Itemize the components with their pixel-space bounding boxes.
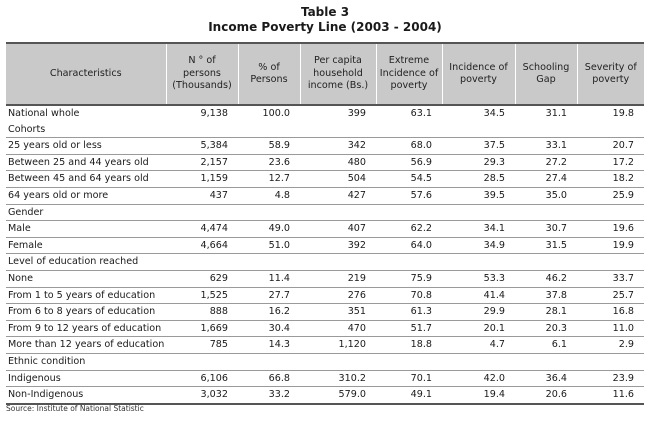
section-label: Gender xyxy=(6,204,166,221)
table-row xyxy=(6,387,644,404)
cell-value xyxy=(376,254,442,271)
cell-value: 64.0 xyxy=(376,237,442,254)
cell-value: 100.0 xyxy=(262,108,290,119)
cell-value: 437 xyxy=(166,187,238,204)
cell-value: 51.0 xyxy=(238,237,300,254)
cell-value: 785 xyxy=(166,337,238,354)
cell-value: 27.7 xyxy=(238,287,300,304)
cell-value: 39.5 xyxy=(442,187,515,204)
section-label: Ethnic condition xyxy=(6,353,166,370)
cell-value: 427 xyxy=(300,187,376,204)
cell-value: 31.5 xyxy=(515,237,577,254)
table-row xyxy=(6,154,644,171)
table-row xyxy=(6,304,644,321)
cell-value: 30.7 xyxy=(515,221,577,238)
cell-value: 20.7 xyxy=(577,138,644,155)
row-label: More than 12 years of education xyxy=(6,337,166,354)
section-label: Cohorts xyxy=(6,122,166,138)
table-row xyxy=(6,221,644,238)
table-row xyxy=(6,171,644,188)
row-label: Male xyxy=(6,221,166,238)
cell-value: 342 xyxy=(300,138,376,155)
cell-value: 31.1 xyxy=(545,108,567,119)
cell-value: 23.9 xyxy=(577,370,644,387)
row-label: 25 years old or less xyxy=(6,138,166,155)
section-heading-row xyxy=(6,122,644,138)
row-label: Indigenous xyxy=(6,370,166,387)
cell-value: 19.6 xyxy=(577,221,644,238)
cell-value: 20.6 xyxy=(515,387,577,404)
cell-value: 2,157 xyxy=(166,154,238,171)
cell-value: 53.3 xyxy=(442,270,515,287)
row-label: Between 45 and 64 years old xyxy=(6,171,166,188)
cell-value: 58.9 xyxy=(238,138,300,155)
cell-value xyxy=(238,204,300,221)
row-label: From 6 to 8 years of education xyxy=(6,304,166,321)
cell-value: 66.8 xyxy=(238,370,300,387)
table-row xyxy=(6,270,644,287)
table-title: Table 3 xyxy=(300,5,350,19)
section-heading-row xyxy=(6,204,644,221)
column-header: Schooling Gap xyxy=(515,43,577,105)
cell-value: 61.3 xyxy=(376,304,442,321)
row-label: National whole xyxy=(8,108,80,119)
cell-value xyxy=(376,353,442,370)
cell-value: 28.5 xyxy=(442,171,515,188)
cell-value xyxy=(166,254,238,271)
cell-value: 20.3 xyxy=(515,320,577,337)
cell-value xyxy=(515,204,577,221)
cell-value: 6.1 xyxy=(515,337,577,354)
cell-value: 392 xyxy=(300,237,376,254)
cell-value: 19.9 xyxy=(577,237,644,254)
cell-value: 579.0 xyxy=(300,387,376,404)
cell-value xyxy=(166,122,238,138)
table-body xyxy=(6,105,644,404)
cell-value: 63.1 xyxy=(410,108,432,119)
cell-value: 28.1 xyxy=(515,304,577,321)
cell-value: 4.7 xyxy=(442,337,515,354)
table-row xyxy=(6,105,644,122)
section-heading-row xyxy=(6,254,644,271)
section-label: Level of education reached xyxy=(6,254,166,271)
cell-value: 629 xyxy=(166,270,238,287)
cell-value: 34.1 xyxy=(442,221,515,238)
cell-value: 9,138 xyxy=(200,108,228,119)
cell-value xyxy=(515,254,577,271)
cell-value xyxy=(577,122,644,138)
cell-value xyxy=(442,254,515,271)
cell-value: 33.1 xyxy=(515,138,577,155)
cell-value: 11.6 xyxy=(577,387,644,404)
cell-value: 29.9 xyxy=(442,304,515,321)
cell-value: 75.9 xyxy=(376,270,442,287)
cell-value: 23.6 xyxy=(238,154,300,171)
cell-value: 33.2 xyxy=(238,387,300,404)
cell-value: 16.2 xyxy=(238,304,300,321)
cell-value: 34.9 xyxy=(442,237,515,254)
cell-value xyxy=(376,204,442,221)
cell-value xyxy=(238,353,300,370)
table-row xyxy=(6,138,644,155)
row-label: From 1 to 5 years of education xyxy=(6,287,166,304)
table-row xyxy=(6,287,644,304)
table-header-row xyxy=(6,43,644,105)
cell-value xyxy=(442,122,515,138)
cell-value: 11.0 xyxy=(577,320,644,337)
row-label: Non-Indigenous xyxy=(6,387,166,404)
column-header: Per capita household income (Bs.) xyxy=(300,43,376,105)
cell-value: 34.5 xyxy=(483,108,505,119)
table-row xyxy=(6,370,644,387)
cell-value: 51.7 xyxy=(376,320,442,337)
cell-value: 14.3 xyxy=(238,337,300,354)
cell-value: 42.0 xyxy=(442,370,515,387)
cell-value: 25.9 xyxy=(577,187,644,204)
cell-value: 504 xyxy=(300,171,376,188)
cell-value xyxy=(376,122,442,138)
cell-value xyxy=(300,353,376,370)
source-note: Source: Institute of National Statistic xyxy=(6,404,144,413)
cell-value xyxy=(300,204,376,221)
cell-value: 37.8 xyxy=(515,287,577,304)
cell-value xyxy=(577,353,644,370)
cell-value xyxy=(577,204,644,221)
column-header: Severity of poverty xyxy=(577,43,644,105)
row-label: Female xyxy=(6,237,166,254)
cell-value xyxy=(515,122,577,138)
cell-value: 36.4 xyxy=(515,370,577,387)
cell-value: 4,474 xyxy=(166,221,238,238)
cell-value: 41.4 xyxy=(442,287,515,304)
cell-value: 46.2 xyxy=(515,270,577,287)
section-heading-row xyxy=(6,353,644,370)
cell-value: 30.4 xyxy=(238,320,300,337)
cell-value: 18.8 xyxy=(376,337,442,354)
cell-value: 6,106 xyxy=(166,370,238,387)
cell-value: 1,120 xyxy=(300,337,376,354)
cell-value: 33.7 xyxy=(577,270,644,287)
cell-value: 12.7 xyxy=(238,171,300,188)
cell-value: 2.9 xyxy=(577,337,644,354)
cell-value: 480 xyxy=(300,154,376,171)
cell-value: 399 xyxy=(347,108,366,119)
cell-value: 62.2 xyxy=(376,221,442,238)
cell-value xyxy=(166,204,238,221)
cell-value: 70.1 xyxy=(376,370,442,387)
table-row xyxy=(6,237,644,254)
cell-value xyxy=(577,254,644,271)
table-row xyxy=(6,320,644,337)
cell-value: 4.8 xyxy=(238,187,300,204)
cell-value: 68.0 xyxy=(376,138,442,155)
table-row xyxy=(6,337,644,354)
cell-value: 19.8 xyxy=(612,108,634,119)
cell-value: 49.0 xyxy=(238,221,300,238)
cell-value: 276 xyxy=(300,287,376,304)
cell-value: 27.4 xyxy=(515,171,577,188)
cell-value: 16.8 xyxy=(577,304,644,321)
cell-value: 49.1 xyxy=(376,387,442,404)
table-title-block xyxy=(0,5,650,35)
cell-value: 4,664 xyxy=(166,237,238,254)
row-label: 64 years old or more xyxy=(6,187,166,204)
cell-value: 1,669 xyxy=(166,320,238,337)
table-row xyxy=(6,187,644,204)
cell-value: 3,032 xyxy=(166,387,238,404)
column-header: % of Persons xyxy=(238,43,300,105)
column-header: N ° of persons (Thousands) xyxy=(166,43,238,105)
cell-value: 11.4 xyxy=(238,270,300,287)
cell-value: 25.7 xyxy=(577,287,644,304)
cell-value: 29.3 xyxy=(442,154,515,171)
cell-value xyxy=(238,254,300,271)
cell-value: 54.5 xyxy=(376,171,442,188)
row-label: None xyxy=(6,270,166,287)
cell-value: 57.6 xyxy=(376,187,442,204)
cell-value: 1,525 xyxy=(166,287,238,304)
column-header: Incidence of poverty xyxy=(442,43,515,105)
cell-value: 18.2 xyxy=(577,171,644,188)
cell-value: 20.1 xyxy=(442,320,515,337)
cell-value: 37.5 xyxy=(442,138,515,155)
table-subtitle: Income Poverty Line (2003 - 2004) xyxy=(208,20,442,34)
cell-value: 888 xyxy=(166,304,238,321)
cell-value: 5,384 xyxy=(166,138,238,155)
cell-value xyxy=(300,122,376,138)
column-header: Characteristics xyxy=(6,43,166,105)
cell-value: 56.9 xyxy=(376,154,442,171)
row-label: Between 25 and 44 years old xyxy=(6,154,166,171)
cell-value xyxy=(442,204,515,221)
cell-value: 1,159 xyxy=(166,171,238,188)
cell-value: 35.0 xyxy=(515,187,577,204)
cell-value: 351 xyxy=(300,304,376,321)
cell-value: 17.2 xyxy=(577,154,644,171)
column-header: Extreme Incidence of poverty xyxy=(376,43,442,105)
cell-value: 70.8 xyxy=(376,287,442,304)
cell-value xyxy=(515,353,577,370)
cell-value xyxy=(166,353,238,370)
cell-value xyxy=(300,254,376,271)
cell-value: 27.2 xyxy=(515,154,577,171)
cell-value: 407 xyxy=(300,221,376,238)
cell-value: 310.2 xyxy=(300,370,376,387)
cell-value xyxy=(238,122,300,138)
poverty-table xyxy=(6,42,644,405)
cell-value xyxy=(442,353,515,370)
cell-value: 219 xyxy=(300,270,376,287)
cell-value: 19.4 xyxy=(442,387,515,404)
row-label: From 9 to 12 years of education xyxy=(6,320,166,337)
cell-value: 470 xyxy=(300,320,376,337)
